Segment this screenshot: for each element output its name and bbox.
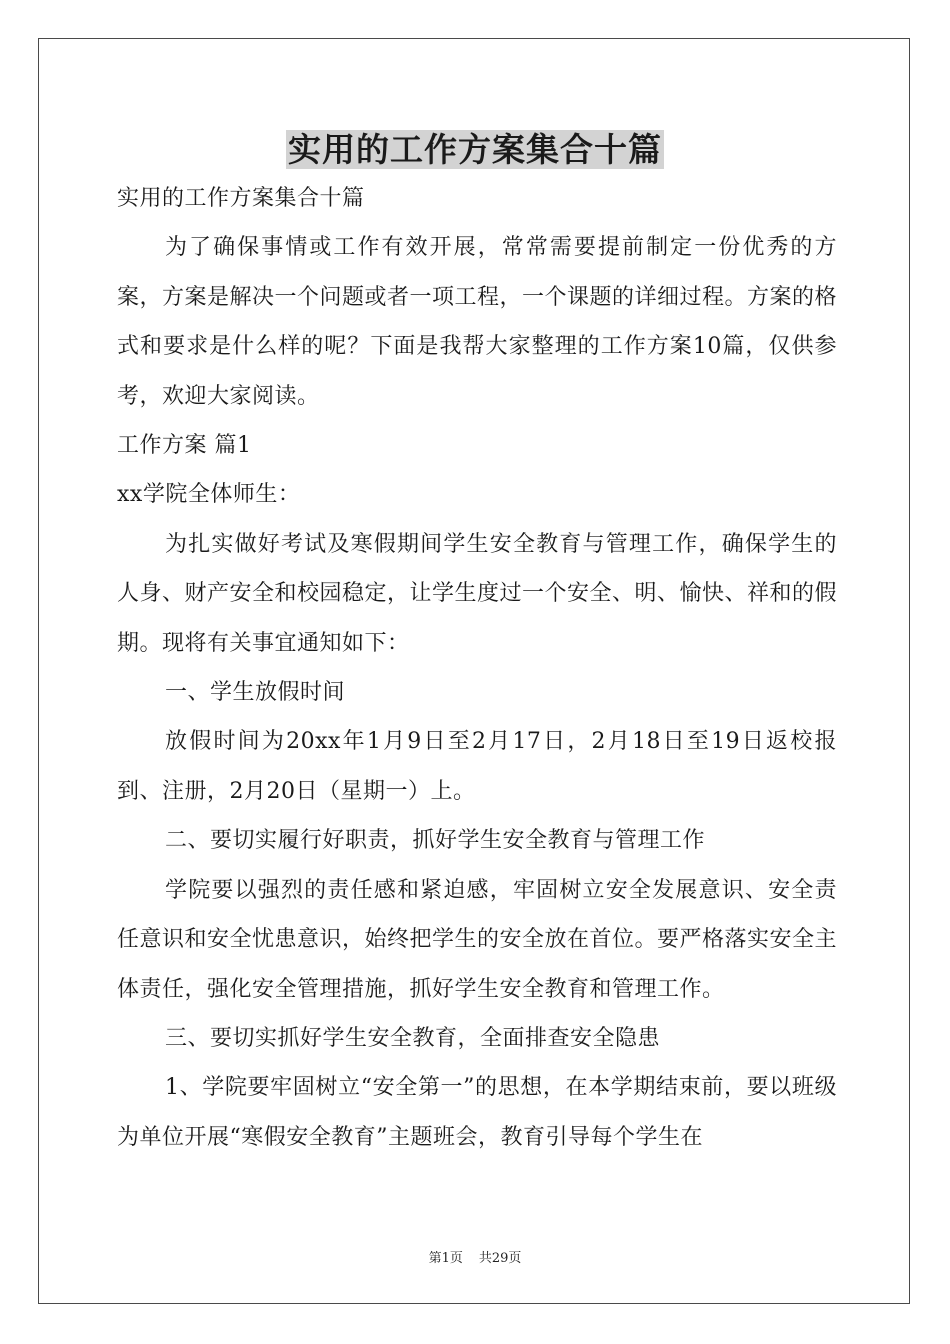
- page-footer: [0, 1247, 950, 1266]
- paragraph-intro: 为了确保事情或工作有效开展，常常需要提前制定一份优秀的方案，方案是解决一个问题或者一项工程，一个课题的详细过程。方案的格式和要求是什么样的呢？下面是我帮大家整理的工作方案10篇，仅供参考，欢迎大家阅读。: [117, 235, 838, 409]
- document-title: [0, 126, 950, 174]
- paragraph-purpose: 为扎实做好考试及寒假期间学生安全教育与管理工作，确保学生的人身、财产安全和校园稳定，让学生度过一个安全、明、愉快、祥和的假期。现将有关事宜通知如下：: [117, 531, 838, 656]
- subheading-2: 二、要切实履行好职责，抓好学生安全教育与管理工作: [165, 828, 706, 854]
- document-title-text: 实用的工作方案集合十篇: [288, 130, 662, 169]
- paragraph-salutation: xx学院全体师生：: [117, 482, 301, 508]
- paragraph-item-1: 1、学院要牢固树立“安全第一”的思想，在本学期结束前，要以班级为单位开展“寒假安全教育”主题班会，教育引导每个学生在: [117, 1075, 837, 1150]
- document-body: [117, 174, 837, 1162]
- page-total: 共29页: [478, 1251, 522, 1266]
- paragraph-holiday-time: 放假时间为20xx年1月9日至2月17日，2月18日至19日返校报到、注册，2月20日（星期一）上。: [117, 729, 837, 804]
- paragraph-subtitle: 实用的工作方案集合十篇: [117, 186, 365, 211]
- subheading-1: 一、学生放假时间: [165, 680, 346, 706]
- page-number: 第1页: [428, 1251, 463, 1266]
- subheading-3: 三、要切实抓好学生安全教育，全面排查安全隐患: [165, 1025, 661, 1051]
- section-heading: 工作方案 篇1: [117, 433, 252, 459]
- paragraph-responsibility: 学院要以强烈的责任感和紧迫感，牢固树立安全发展意识、安全责任意识和安全忧患意识，始终把学生的安全放在首位。要严格落实安全主体责任，强化安全管理措施，抓好学生安全教育和管理工作。: [117, 877, 838, 1002]
